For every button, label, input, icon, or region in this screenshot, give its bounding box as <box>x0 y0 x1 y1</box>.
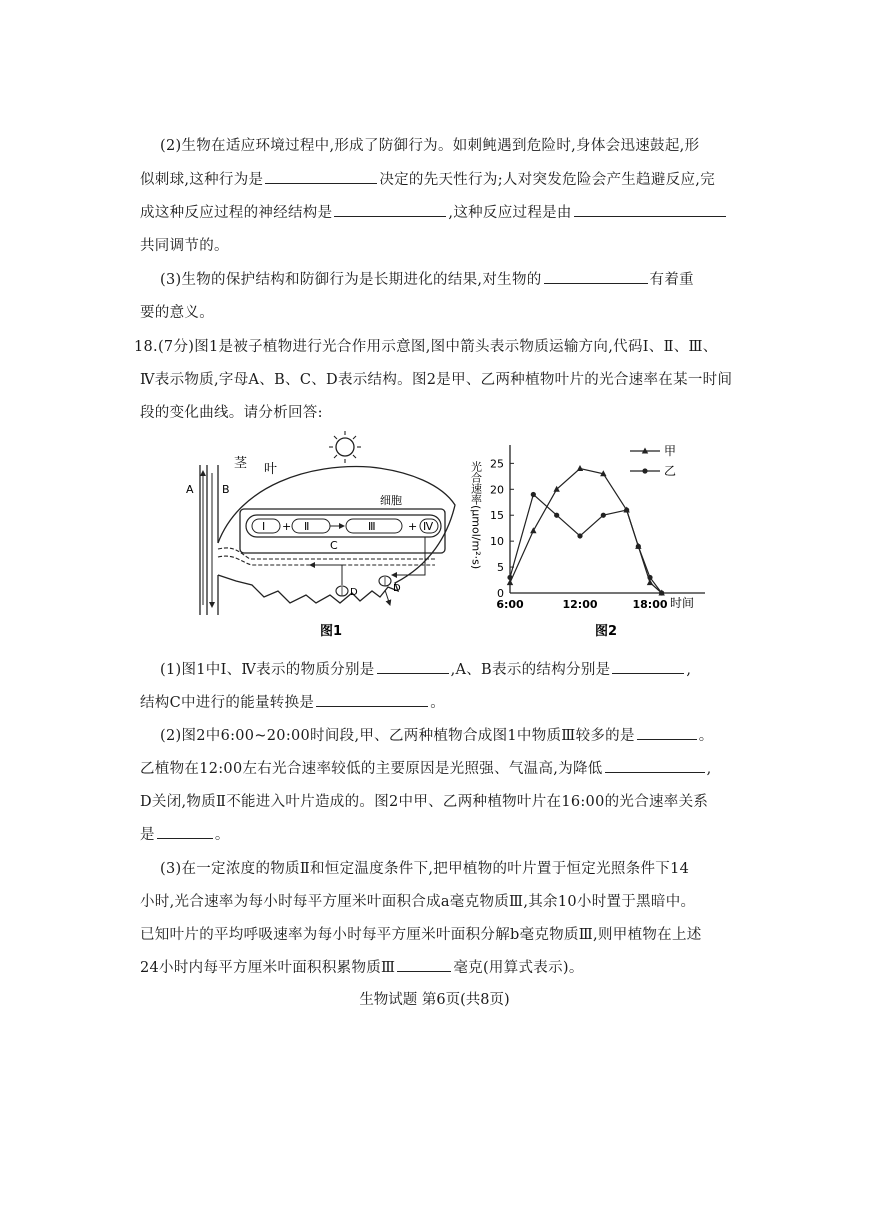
plus-sign: + <box>282 520 292 533</box>
structure-a-label: A <box>186 483 194 496</box>
data-point <box>554 513 559 518</box>
s3-line2: 要的意义。 <box>140 305 214 321</box>
q18-line3: 段的变化曲线。请分析回答: <box>140 405 323 421</box>
s2-line2: 似刺球,这种行为是 决定的先天性行为;人对突发危险会产生趋避反应,完 <box>140 168 715 189</box>
answer-blank[interactable] <box>544 269 648 284</box>
s3-line1: (3)生物的保护结构和防御行为是长期进化的结果,对生物的 有着重 <box>160 268 694 289</box>
structure-b-label: B <box>222 483 230 496</box>
s18-2-line2: 乙植物在12:00左右光合速率较低的主要原因是光照强、气温高,为降低 , <box>140 757 712 778</box>
s2-line3: 成这种反应过程的神经结构是 ,这种反应过程是由 <box>140 201 728 222</box>
cell-label: 细胞 <box>380 494 402 507</box>
leaf-outline <box>218 467 455 603</box>
s18-1-line1: (1)图1中Ⅰ、Ⅳ表示的物质分别是 ,A、B表示的结构分别是 , <box>160 658 691 679</box>
data-point <box>636 544 641 549</box>
data-point <box>601 513 606 518</box>
s2-line1: (2)生物在适应环境过程中,形成了防御行为。如刺鲀遇到危险时,身体会迅速鼓起,形 <box>160 138 700 154</box>
page-footer: 生物试题 第6页(共8页) <box>359 992 510 1008</box>
q18-line2: Ⅳ表示物质,字母A、B、C、D表示结构。图2是甲、乙两种植物叶片的光合速率在某一时间 <box>140 372 733 388</box>
data-point <box>577 533 582 538</box>
stoma-d1-label: D <box>350 587 358 598</box>
figure-2-chart <box>470 425 720 640</box>
data-point <box>659 590 664 595</box>
data-point <box>624 507 629 512</box>
molecule-3: Ⅲ <box>368 520 376 533</box>
data-point <box>507 575 512 580</box>
answer-blank[interactable] <box>316 692 428 707</box>
structure-c-label: C <box>330 539 338 552</box>
leaf-vein-2 <box>218 556 435 565</box>
y-tick-label: 15 <box>490 509 504 523</box>
s18-3-line3: 已知叶片的平均呼吸速率为每小时每平方厘米叶面积分解b毫克物质Ⅲ,则甲植物在上述 <box>140 927 702 943</box>
s18-1-line2: 结构C中进行的能量转换是 。 <box>140 691 445 712</box>
y-tick-label: 20 <box>490 483 504 497</box>
q18-line1: 18.(7分)图1是被子植物进行光合作用示意图,图中箭头表示物质运输方向,代码Ⅰ、Ⅱ、Ⅲ、 <box>134 339 718 355</box>
x-tick-label: 6:00 <box>496 598 524 611</box>
figure-1-leaf-diagram <box>180 425 470 640</box>
answer-blank[interactable] <box>574 202 726 217</box>
answer-blank[interactable] <box>612 659 684 674</box>
figure-1-caption: 图1 <box>320 624 343 639</box>
figure-2-caption: 图2 <box>595 624 618 639</box>
plus-sign: + <box>408 520 418 533</box>
data-point <box>530 527 536 533</box>
y-tick-label: 0 <box>497 587 504 600</box>
stem-label: 茎 <box>234 456 248 471</box>
answer-blank[interactable] <box>157 824 213 839</box>
s18-3-line1: (3)在一定浓度的物质Ⅱ和恒定温度条件下,把甲植物的叶片置于恒定光照条件下14 <box>160 861 690 877</box>
molecule-4: Ⅳ <box>423 520 434 533</box>
stoma-d1 <box>336 586 358 598</box>
answer-blank[interactable] <box>637 725 697 740</box>
x-tick-label: 12:00 <box>562 598 598 611</box>
gas-in-arrow <box>310 565 342 585</box>
legend-label: 乙 <box>664 464 677 478</box>
answer-blank[interactable] <box>334 202 446 217</box>
gas-out-arrow <box>392 537 425 575</box>
legend-label: 甲 <box>664 444 677 458</box>
y-tick-label: 10 <box>490 535 504 549</box>
s18-2-line3: D关闭,物质Ⅱ不能进入叶片造成的。图2中甲、乙两种植物叶片在16:00的光合速率关系 <box>140 794 709 810</box>
leaf-label: 叶 <box>264 462 278 477</box>
y-tick-label: 5 <box>497 561 504 575</box>
data-point <box>531 492 536 497</box>
molecule-row <box>252 519 438 533</box>
series-line-2 <box>510 494 662 593</box>
s18-2-line4: 是 。 <box>140 823 230 844</box>
stoma-d2 <box>379 576 401 594</box>
s18-2-line1: (2)图2中6:00~20:00时间段,甲、乙两种植物合成图1中物质Ⅲ较多的是 。 <box>160 724 714 745</box>
data-point <box>577 465 583 471</box>
sun-icon <box>329 431 361 463</box>
molecule-2: Ⅱ <box>304 520 310 533</box>
legend-marker <box>642 468 647 473</box>
molecule-1: Ⅰ <box>262 520 266 533</box>
out-arrow <box>385 590 390 605</box>
s2-line4: 共同调节的。 <box>140 238 229 254</box>
answer-blank[interactable] <box>397 957 451 972</box>
s18-3-line4: 24小时内每平方厘米叶面积积累物质Ⅲ 毫克(用算式表示)。 <box>140 956 584 977</box>
answer-blank[interactable] <box>377 659 449 674</box>
x-tick-label: 18:00 <box>632 598 668 611</box>
stoma-d2-label: D <box>393 583 401 594</box>
s18-3-line2: 小时,光合速率为每小时每平方厘米叶面积合成a毫克物质Ⅲ,其余10小时置于黑暗中。 <box>140 894 696 910</box>
y-axis-label: 光合速率(μmol/m²·s) <box>470 461 483 570</box>
data-point <box>647 575 652 580</box>
y-tick-label: 25 <box>490 457 504 471</box>
answer-blank[interactable] <box>605 758 705 773</box>
answer-blank[interactable] <box>265 169 377 184</box>
x-axis-label: 时间 <box>670 596 695 610</box>
